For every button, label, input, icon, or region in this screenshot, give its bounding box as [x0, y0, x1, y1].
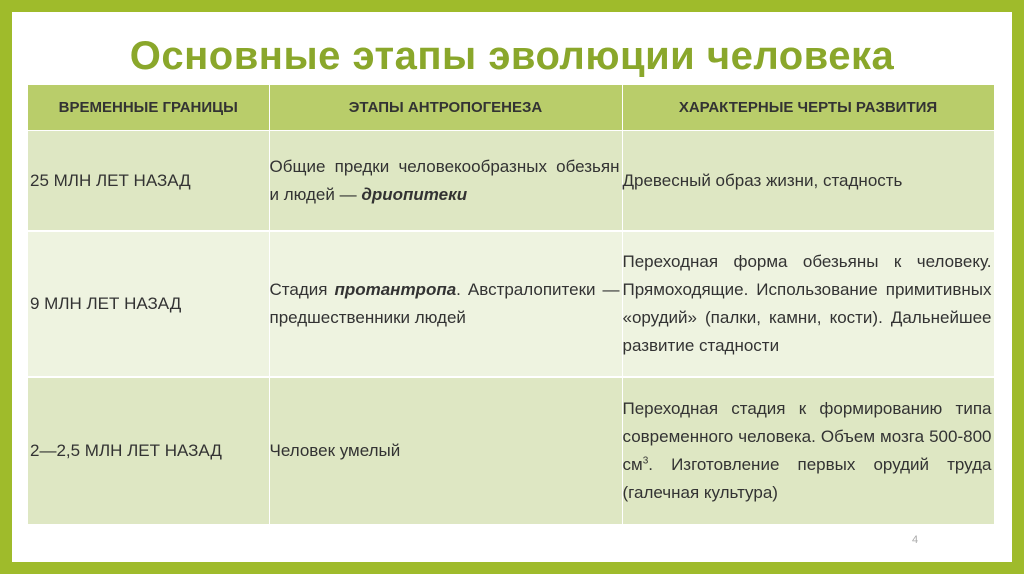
- page-number: 4: [912, 534, 919, 546]
- slide-title: Основные этапы эволюции человека: [129, 34, 895, 78]
- stage-emphasis: протантропа: [334, 280, 457, 299]
- time-cell: 9 МЛН ЛЕТ НАЗАД: [28, 231, 269, 377]
- table-header-row: [28, 85, 994, 131]
- header-time: ВРЕМЕННЫЕ ГРАНИЦЫ: [28, 85, 269, 131]
- time-cell: 2—2,5 МЛН ЛЕТ НАЗАД: [28, 377, 269, 525]
- features-sup: 3: [642, 455, 649, 467]
- table-row: [28, 377, 994, 525]
- slide: [12, 12, 1012, 562]
- stage-text: Стадия: [269, 280, 335, 299]
- table-row: [28, 231, 994, 377]
- features-text-after: . Изготовление первых орудий труда (галечная культура): [622, 455, 992, 502]
- stage-text-after: . Австралопитеки — предшественники людей: [269, 280, 620, 327]
- stage-cell: [269, 231, 622, 377]
- features-text: Переходная стадия к формированию типа современного человека. Объем мозга 500-800 см: [622, 399, 992, 474]
- features-cell: [622, 231, 994, 377]
- features-text: Переходная форма обезьяны к человеку. Прямоходящие. Использование примитивных «орудий» (палки, камни, кости). Дальнейшее развитие стадности: [622, 252, 992, 355]
- features-cell: [622, 131, 994, 232]
- stage-cell: [269, 377, 622, 525]
- features-cell: [622, 377, 994, 525]
- time-cell: 25 МЛН ЛЕТ НАЗАД: [28, 131, 269, 232]
- evolution-table: [28, 85, 995, 526]
- stage-emphasis: дриопитеки: [361, 184, 468, 204]
- table-row: [28, 131, 994, 232]
- header-stages: ЭТАПЫ АНТРОПОГЕНЕЗА: [269, 85, 622, 131]
- features-text: Древесный образ жизни, стадность: [622, 170, 903, 190]
- header-features: ХАРАКТЕРНЫЕ ЧЕРТЫ РАЗВИТИЯ: [622, 85, 994, 131]
- stage-text: Человек умелый: [269, 441, 401, 460]
- stage-cell: [269, 131, 622, 232]
- stage-text: Общие предки человекообразных обезьян и людей —: [269, 156, 620, 204]
